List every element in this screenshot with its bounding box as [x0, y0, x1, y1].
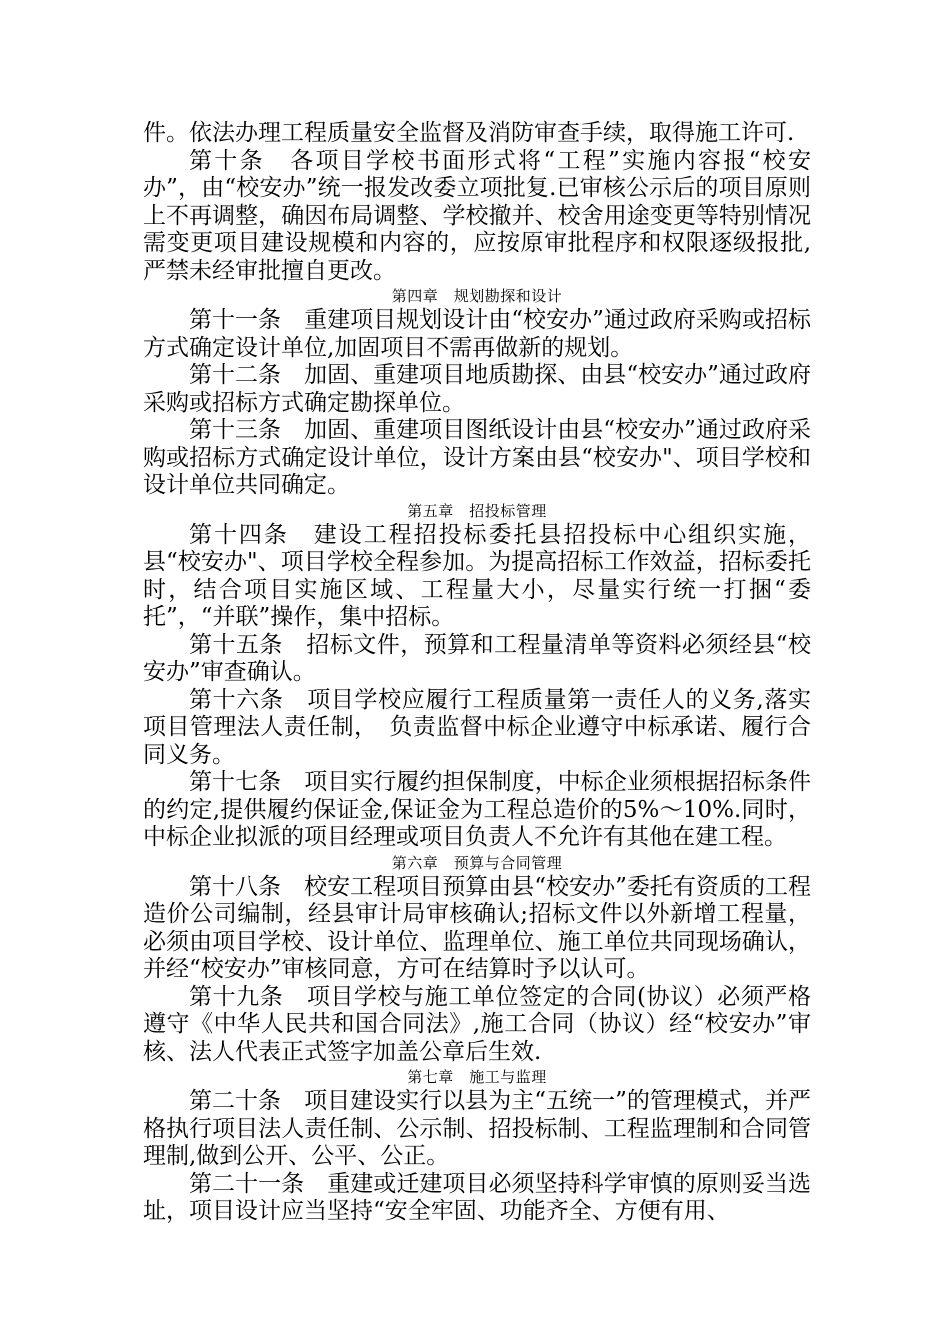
- article-19: 第十九条 项目学校与施工单位签定的合同(协议）必须严格遵守《中华人民共和国合同法》,施工合同（协议）经“校安办”审核、法人代表正式签字加盖公章后生效.: [143, 983, 811, 1065]
- article-13: 第十三条 加固、重建项目图纸设计由县“校安办”通过政府采购或招标方式确定设计单位，设计方案由县“校安办"、项目学校和设计单位共同确定。: [143, 417, 811, 498]
- chapter-5-heading: 第五章 招投标管理: [407, 501, 547, 520]
- chapter-4-heading: 第四章 规划勘探和设计: [391, 287, 563, 305]
- chapter-6-heading: 第六章 预算与合同管理: [391, 853, 563, 872]
- article-20: 第二十条 项目建设实行以县为主“五统一”的管理模式，并严格执行项目法人责任制、公示制、招投标制、工程监理制和合同管理制,做到公开、公平、公正。: [143, 1088, 811, 1169]
- paragraph-continuation: 件。依法办理工程质量安全监督及消防审查手续，取得施工许可.: [143, 120, 795, 146]
- article-17: 第十七条 项目实行履约担保制度，中标企业须根据招标条件的约定,提供履约保证金,保证金为工程总造价的5%～10%.同时，中标企业拟派的项目经理或项目负责人不允许有其他在建工程。: [143, 769, 811, 850]
- article-12: 第十二条 加固、重建项目地质勘探、由县“校安办”通过政府采购或招标方式确定勘探单位。: [143, 362, 811, 416]
- article-10: 第十条 各项目学校书面形式将“工程”实施内容报“校安办”，由“校安办”统一报发改委立项批复.已审核公示后的项目原则上不再调整，确因布局调整、学校撤并、校舍用途变更等特别情况需变更项目建设规模和内容的，应按原审批程序和权限逐级报批,严禁未经审批擅自更改。: [143, 147, 811, 284]
- article-14: 第十四条 建设工程招投标委托县招投标中心组织实施，县“校安办"、项目学校全程参加。为提高招标工作效益，招标委托时，结合项目实施区域、工程量大小，尽量实行统一打捆“委托”，“并联”操作，集中招标。: [143, 521, 811, 630]
- article-21: 第二十一条 重建或迁建项目必须坚持科学审慎的原则妥当选址，项目设计应当坚持“安全牢固、功能齐全、方便有用、: [143, 1170, 811, 1224]
- article-16: 第十六条 项目学校应履行工程质量第一责任人的义务,落实项目管理法人责任制， 负责监督中标企业遵守中标承诺、履行合同义务。: [143, 686, 811, 768]
- document-page: [143, 120, 811, 1226]
- chapter-7-heading: 第七章 施工与监理: [407, 1068, 547, 1086]
- article-15: 第十五条 招标文件，预算和工程量清单等资料必须经县“校安办”审查确认。: [143, 631, 811, 685]
- article-18: 第十八条 校安工程项目预算由县“校安办”委托有资质的工程造价公司编制，经县审计局审核确认;招标文件以外新增工程量，必须由项目学校、设计单位、监理单位、施工单位共同现场确认，并经“校安办”审核同意，方可在结算时予以认可。: [143, 873, 811, 982]
- article-11: 第十一条 重建项目规划设计由“校安办”通过政府采购或招标方式确定设计单位,加固项目不需再做新的规划。: [143, 307, 811, 361]
